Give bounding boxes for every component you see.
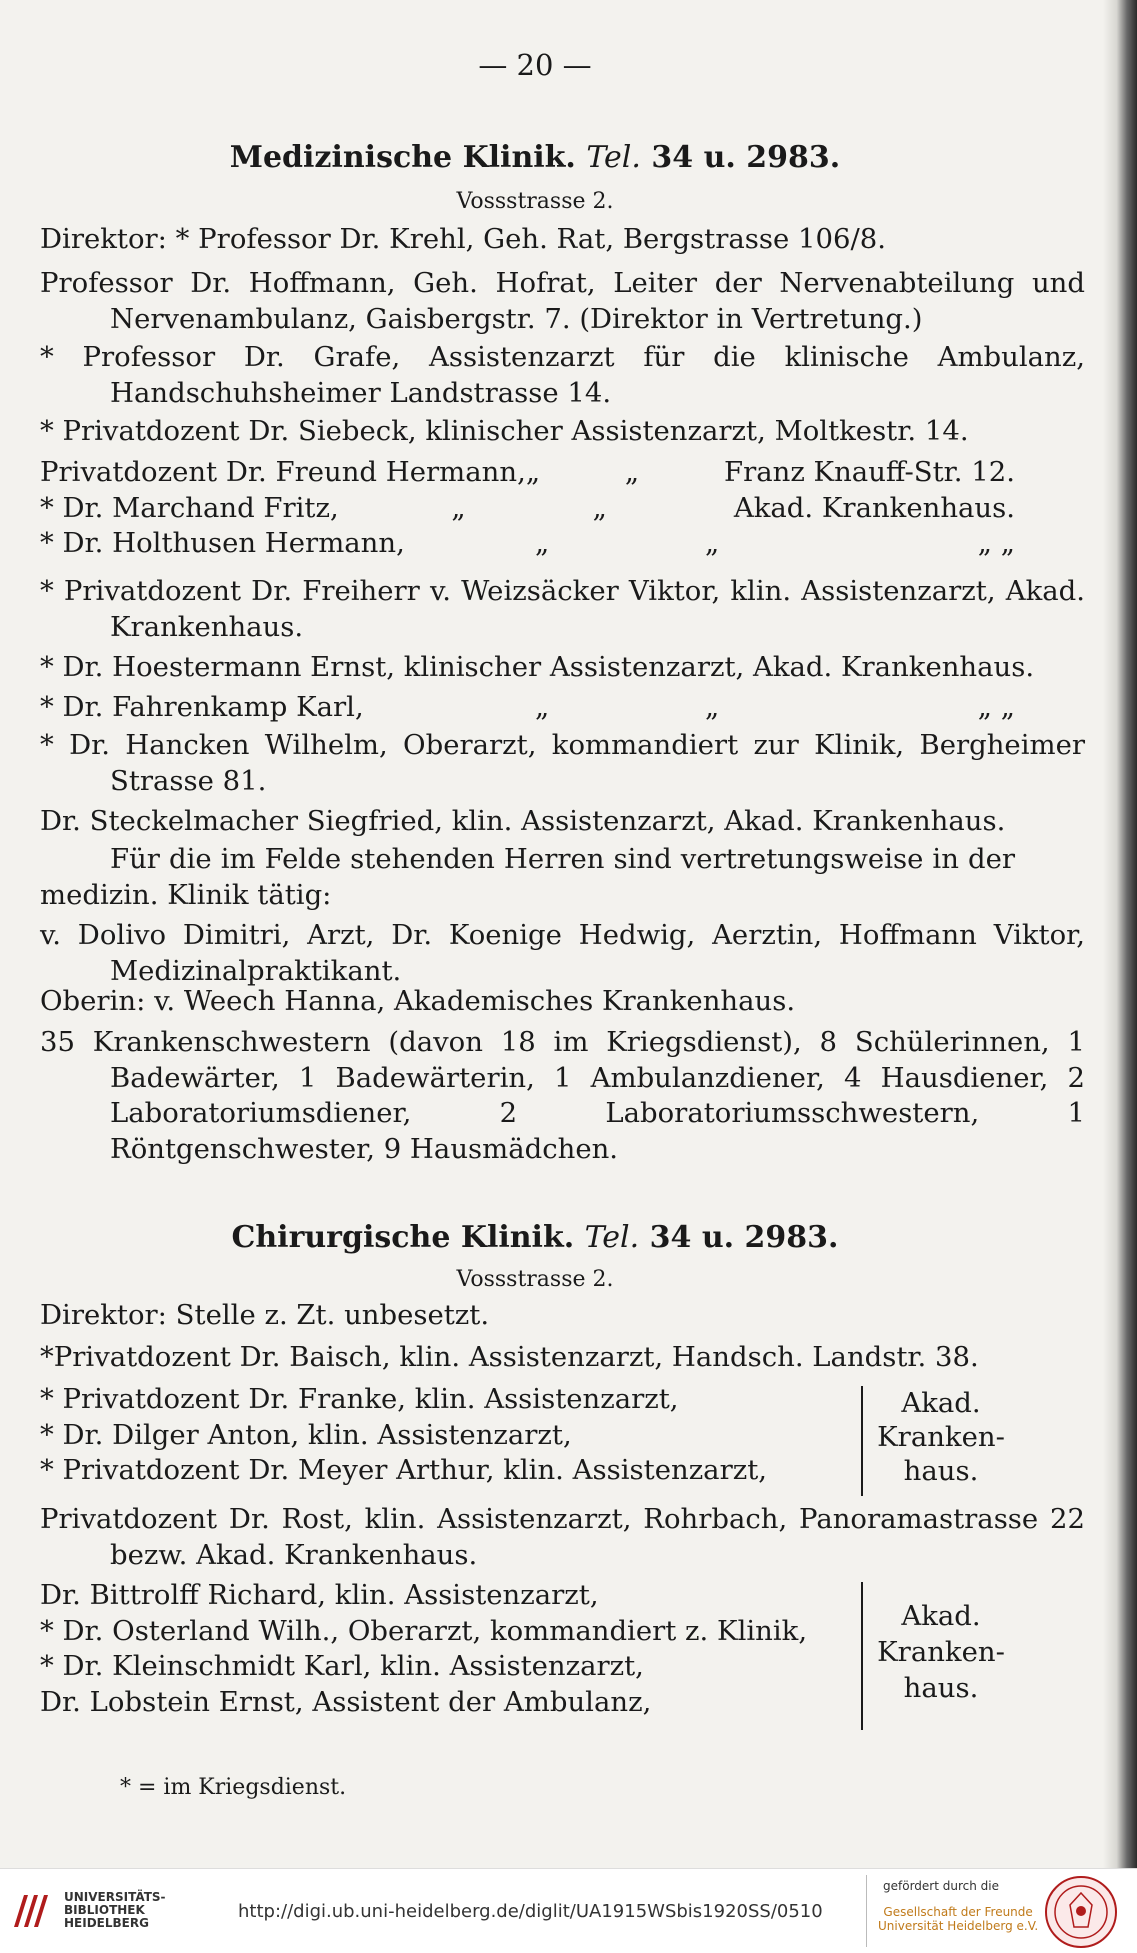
staff-entry: * Privatdozent Dr. Franke, klin. Assistenzarzt, (40, 1383, 679, 1415)
brace-bracket (849, 1582, 863, 1730)
group-label-line: Akad. (901, 1600, 981, 1632)
table-row (40, 491, 1015, 527)
brace-bracket (849, 1386, 863, 1496)
page-edge-shadow (1103, 0, 1137, 1868)
funded-by-text: gefördert durch die (883, 1879, 999, 1893)
table-cell: „ „ (977, 527, 1015, 559)
table-cell: „ „ (977, 691, 1015, 723)
director-entry: Direktor: Stelle z. Zt. unbesetzt. (40, 1299, 490, 1331)
group-lines (40, 1578, 840, 1720)
table-row (40, 526, 1015, 562)
table-cell: * Dr. Fahrenkamp Karl, (40, 691, 364, 723)
group-label (867, 1598, 1015, 1706)
table-cell: Franz Knauff-Str. 12. (723, 456, 1015, 488)
university-seal-icon (1044, 1875, 1118, 1949)
staff-table (40, 455, 1015, 562)
section-title-medizinische-klinik (40, 140, 1030, 176)
group-label (867, 1386, 1015, 1488)
table-cell: „ (451, 491, 466, 524)
group-lines (40, 1382, 840, 1489)
staff-entry: * Dr. Osterland Wilh., Oberarzt, kommandiert z. Klinik, (40, 1614, 808, 1647)
staff-entry: * Privatdozent Dr. Siebeck, klinischer Assistenzarzt, Moltkestr. 14. (40, 415, 969, 447)
section-address: Vossstrasse 2. (456, 1267, 614, 1292)
table-cell: * Dr. Marchand Fritz, (40, 491, 339, 524)
viewer-footer (0, 1868, 1137, 1953)
staff-table (40, 690, 1015, 726)
footer-divider (866, 1875, 867, 1947)
group-label-line: haus. (903, 1455, 979, 1487)
staff-entry: * Dr. Kleinschmidt Karl, klin. Assistenzarzt, (40, 1650, 644, 1682)
permalink-url[interactable]: http://digi.ub.uni-heidelberg.de/diglit/UA1915WSbis1920SS/0510 (238, 1901, 823, 1922)
table-cell: Privatdozent Dr. Freund Hermann, (40, 456, 526, 488)
library-name (64, 1891, 166, 1930)
table-cell: Akad. Krankenhaus. (733, 491, 1015, 524)
section-address: Vossstrasse 2. (456, 189, 614, 214)
staff-entry: Dr. Lobstein Ernst, Assistent der Ambulanz, (40, 1685, 652, 1718)
section-title-text: Chirurgische Klinik. (231, 1220, 575, 1255)
table-cell: „ (705, 691, 720, 723)
library-name-line: UNIVERSITÄTS- (64, 1890, 166, 1904)
table-cell: „ (624, 456, 640, 488)
group-label-line: Kranken- (877, 1636, 1005, 1668)
section-title-text: Medizinische Klinik. (229, 140, 576, 175)
staff-entry: * Dr. Hancken Wilhelm, Oberarzt, kommandiert zur Klinik, Bergheimer Strasse 81. (40, 729, 1085, 797)
table-row (40, 690, 1015, 726)
group-label-line: Akad. (901, 1387, 981, 1419)
staff-group-akad (40, 1382, 1015, 1500)
substitutes-list: v. Dolivo Dimitri, Arzt, Dr. Koenige Hedwig, Aerztin, Hoffmann Viktor, Medizinalpraktikant. (40, 919, 1085, 987)
footnote: * = im Kriegsdienst. (120, 1775, 347, 1800)
staff-entry: Dr. Steckelmacher Siegfried, klin. Assistenzarzt, Akad. Krankenhaus. (40, 805, 1006, 837)
staff-entry: Direktor: * Professor Dr. Krehl, Geh. Rat, Bergstrasse 106/8. (40, 223, 886, 255)
staff-entry: *Privatdozent Dr. Baisch, klin. Assistenzarzt, Handsch. Landstr. 38. (40, 1341, 979, 1373)
library-logo-icon (10, 1887, 58, 1935)
table-cell: „ (535, 527, 550, 559)
table-cell: * Dr. Holthusen Hermann, (40, 527, 405, 559)
staff-entry: * Privatdozent Dr. Meyer Arthur, klin. Assistenzarzt, (40, 1454, 768, 1486)
staff-group-akad (40, 1578, 1015, 1732)
tel-numbers: 34 u. 2983. (651, 140, 841, 175)
library-name-line: BIBLIOTHEK (64, 1903, 145, 1917)
table-cell: „ (525, 456, 541, 488)
section-title-chirurgische-klinik (40, 1220, 1030, 1256)
staff-entry: Privatdozent Dr. Rost, klin. Assistenzarzt, Rohrbach, Panoramastrasse 22 bezw. Akad. Krankenhaus. (40, 1503, 1085, 1571)
nursing-staff: 35 Krankenschwestern (davon 18 im Kriegsdienst), 8 Schülerinnen, 1 Badewärter, 1 Badewärterin, 1 Ambulanzdiener, 4 Hausdiener, 2 Laboratoriumsdiener, 2 Laboratoriumsschwestern, 1 Röntgenschwester, 9 Hausmädchen. (40, 1026, 1085, 1165)
page-number: — 20 — (478, 48, 592, 82)
library-name-line: HEIDELBERG (64, 1916, 149, 1930)
group-label-line: Kranken- (877, 1421, 1005, 1453)
table-cell: „ (705, 527, 720, 559)
group-label-line: haus. (903, 1672, 979, 1704)
table-cell: „ (535, 691, 550, 723)
society-name (878, 1905, 1038, 1933)
society-name-line: Gesellschaft der Freunde (883, 1905, 1033, 1919)
staff-entry: * Dr. Hoestermann Ernst, klinischer Assistenzarzt, Akad. Krankenhaus. (40, 651, 1035, 683)
staff-entry: * Dr. Dilger Anton, klin. Assistenzarzt, (40, 1418, 572, 1451)
table-row (40, 455, 1015, 491)
staff-entry: * Professor Dr. Grafe, Assistenzarzt für die klinische Ambulanz, Handschuhsheimer Landstrasse 14. (40, 341, 1085, 409)
oberin-entry: Oberin: v. Weech Hanna, Akademisches Krankenhaus. (40, 985, 796, 1017)
tel-numbers: 34 u. 2983. (649, 1220, 839, 1255)
staff-entry: * Privatdozent Dr. Freiherr v. Weizsäcker Viktor, klin. Assistenzarzt, Akad. Krankenhaus. (40, 575, 1085, 643)
tel-label: Tel. (586, 140, 641, 175)
society-name-line: Universität Heidelberg e.V. (878, 1919, 1039, 1933)
table-cell: „ (592, 491, 607, 524)
staff-entry: Professor Dr. Hoffmann, Geh. Hofrat, Leiter der Nervenabteilung und Nervenambulanz, Gaisbergstr. 7. (Direktor in Vertretung.) (40, 267, 1085, 335)
tel-label: Tel. (584, 1220, 640, 1255)
staff-entry: Dr. Bittrolff Richard, klin. Assistenzarzt, (40, 1579, 599, 1611)
substitutes-intro: Für die im Felde stehenden Herren sind vertretungsweise in der medizin. Klinik tätig: (40, 843, 1015, 911)
